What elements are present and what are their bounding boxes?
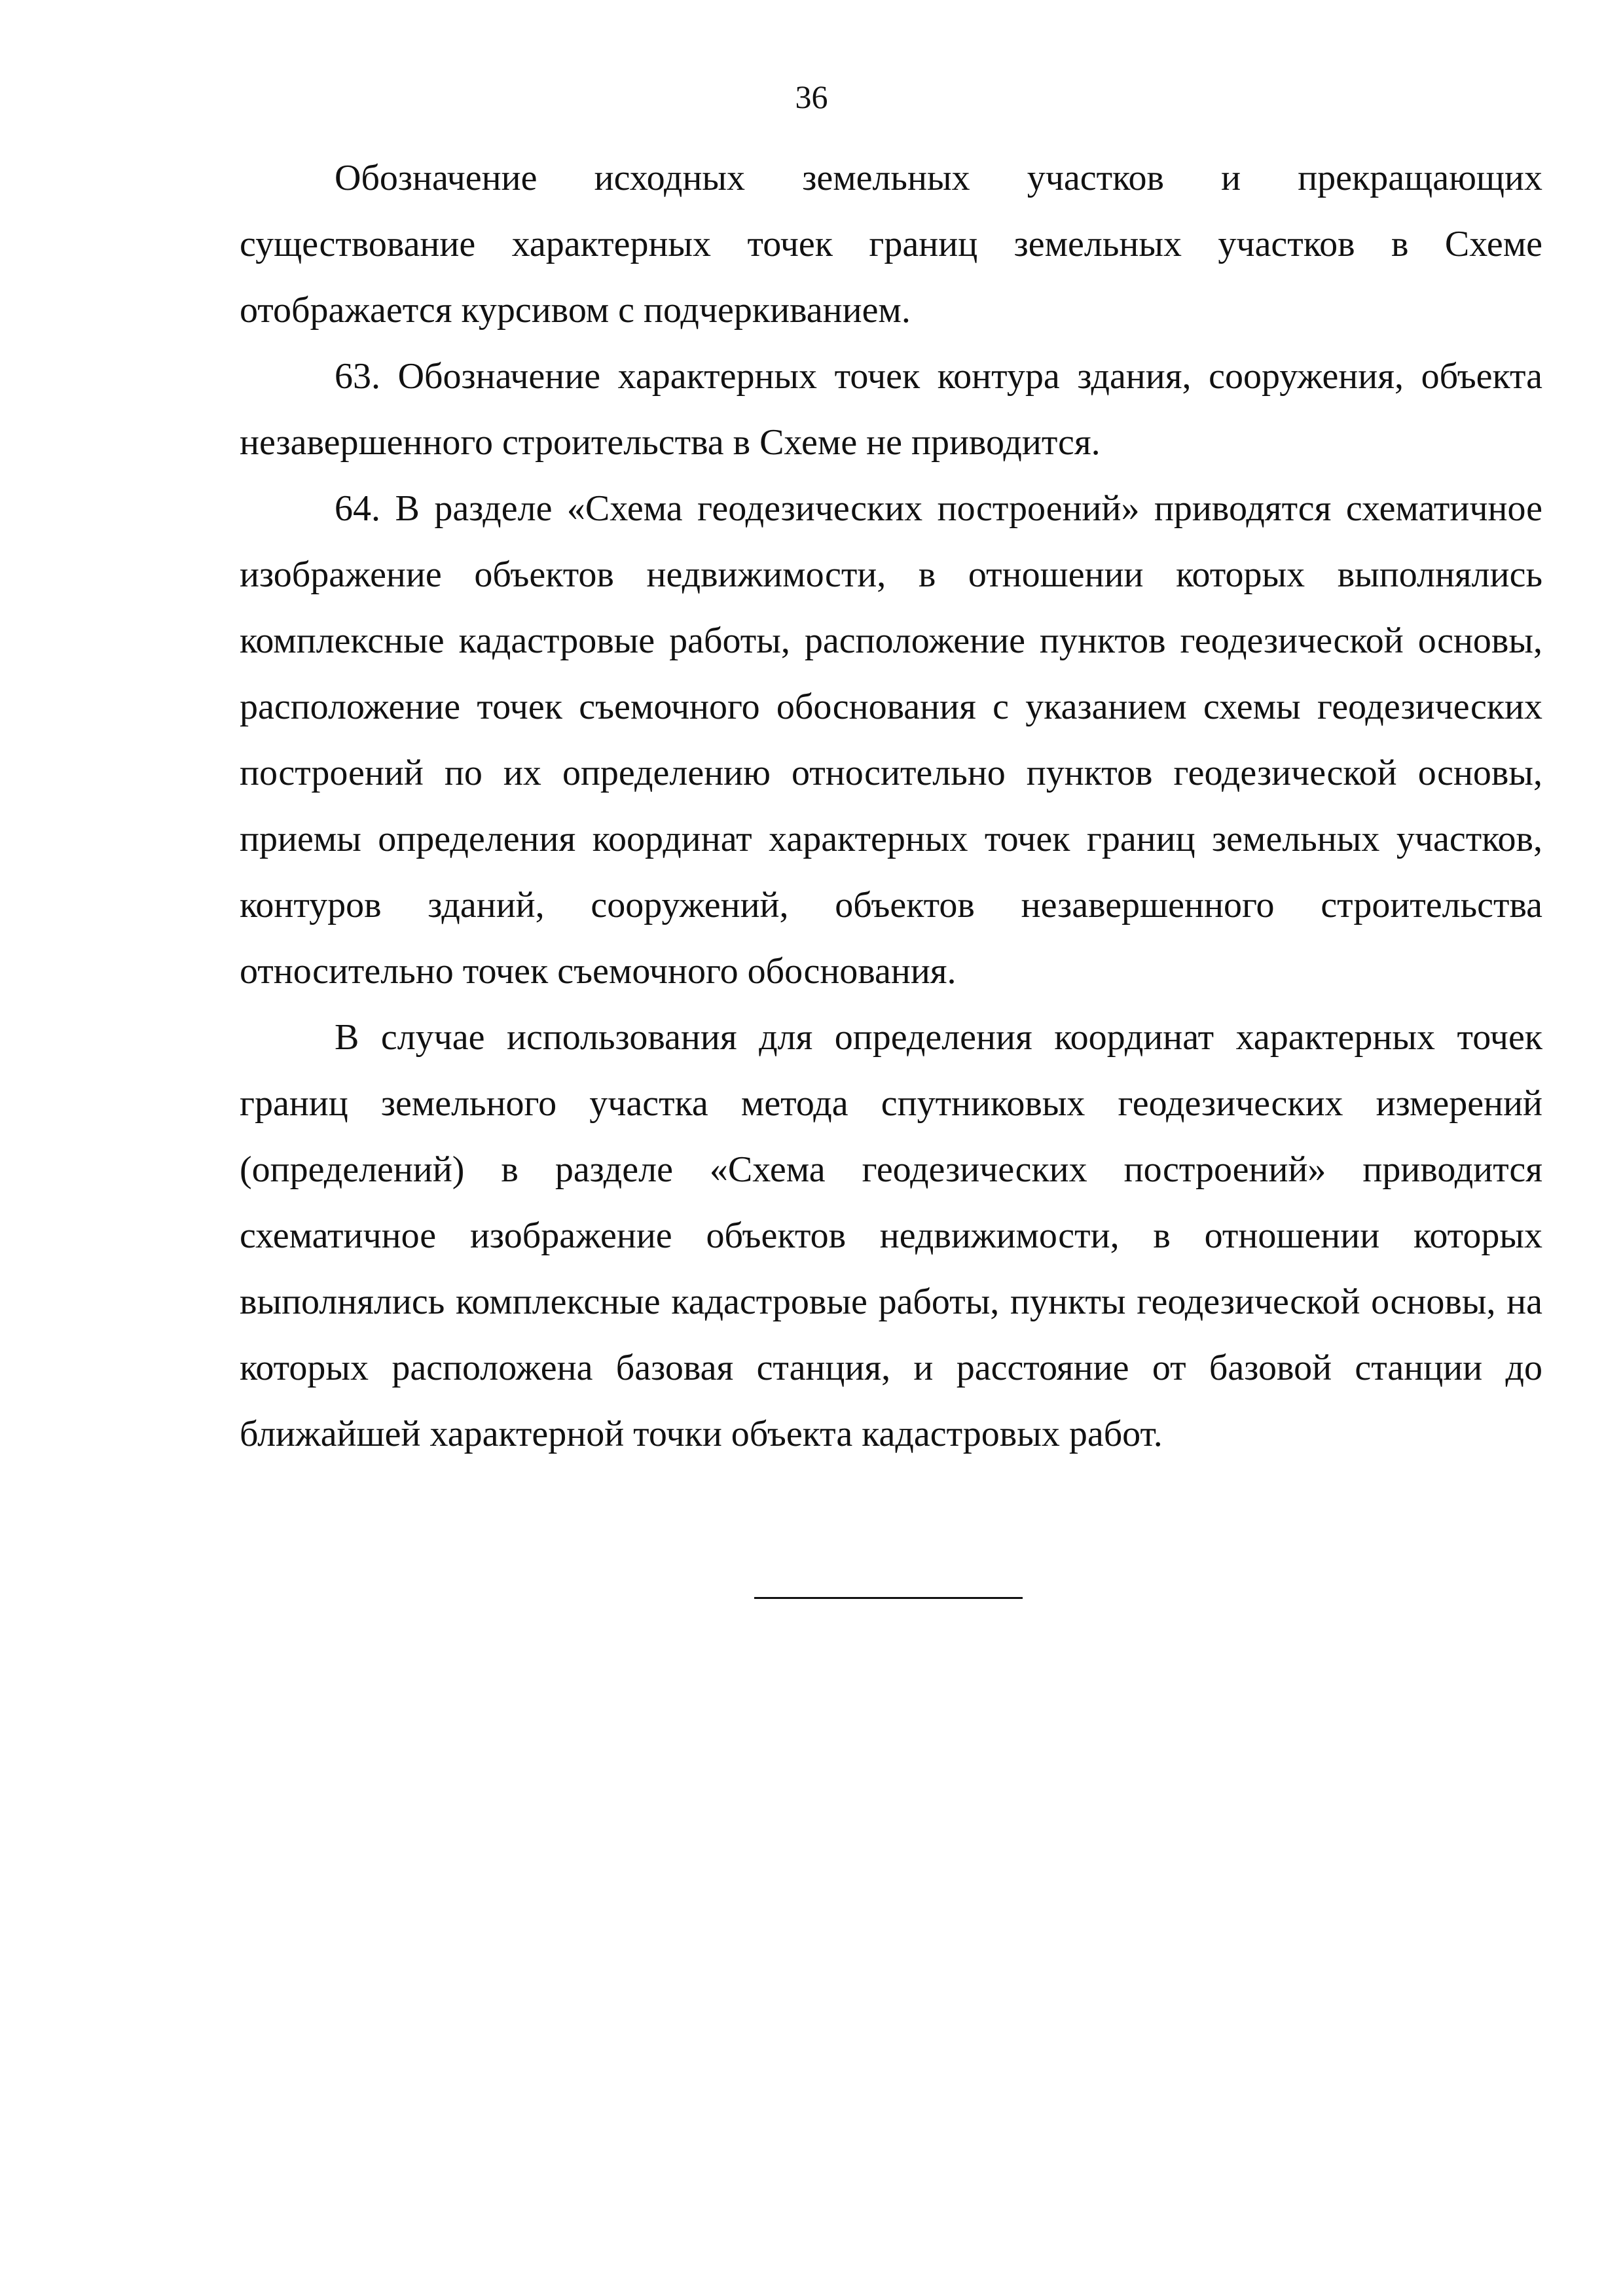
paragraph-designation-note: Обозначение исходных земельных участков и прекращающих существование характерных точек границ земельных участков в Схеме отображается курсивом с подчеркиванием. bbox=[240, 158, 1542, 331]
page-number: 36 bbox=[795, 79, 828, 115]
paragraph-63: 63. Обозначение характерных точек контура здания, сооружения, объекта незавершенного строительства в Схеме не приводится. bbox=[240, 356, 1542, 463]
closing-divider bbox=[754, 1597, 1023, 1599]
paragraph-satellite-measurements: В случае использования для определения координат характерных точек границ земельного участка метода спутниковых геодезических измерений (определений) в разделе «Схема геодезических построений» приводится схематичное изображение объектов недвижимости, в отношении которых выполнялись комплексные кадастровые работы, пункты геодезической основы, на которых расположена базовая станция, и расстояние от базовой станции до ближайшей характерной точки объекта кадастровых работ. bbox=[240, 1017, 1542, 1454]
paragraph-64: 64. В разделе «Схема геодезических построений» приводятся схематичное изображение объектов недвижимости, в отношении которых выполнялись комплексные кадастровые работы, расположение пунктов геодезической основы, расположение точек съемочного обоснования с указанием схемы геодезических построений по их определению относительно пунктов геодезической основы, приемы определения координат характерных точек границ земельных участков, контуров зданий, сооружений, объектов незавершенного строительства относительно точек съемочного обоснования. bbox=[240, 488, 1542, 992]
document-body bbox=[240, 145, 1542, 1467]
